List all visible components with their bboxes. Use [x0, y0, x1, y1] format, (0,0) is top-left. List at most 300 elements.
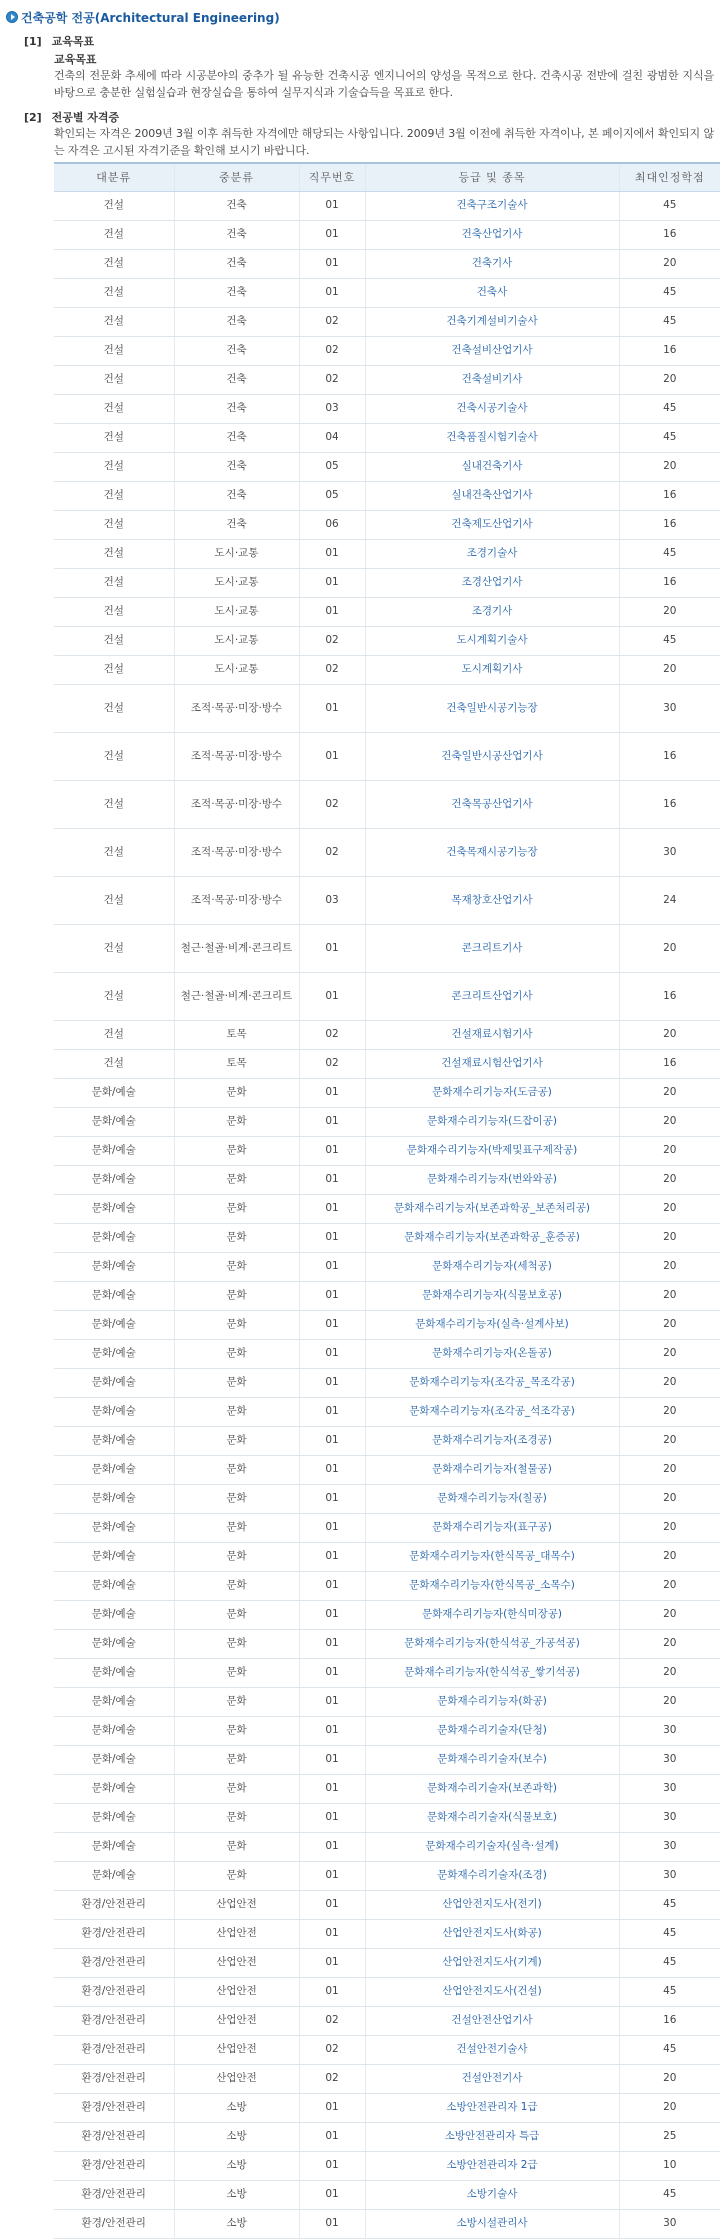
cell-max-credits: 45	[619, 191, 720, 220]
cell-major-category: 건설	[54, 1020, 174, 1049]
cell-max-credits: 20	[619, 1484, 720, 1513]
cell-certificate-name[interactable]: 건축설비기사	[365, 365, 619, 394]
cell-max-credits: 30	[619, 1803, 720, 1832]
cell-minor-category: 문화	[174, 1397, 299, 1426]
cell-job-number: 02	[299, 336, 365, 365]
cell-job-number: 01	[299, 2209, 365, 2238]
cell-job-number: 01	[299, 1745, 365, 1774]
cell-major-category: 건설	[54, 568, 174, 597]
cell-major-category: 문화/예술	[54, 1774, 174, 1803]
cell-minor-category: 문화	[174, 1426, 299, 1455]
cell-major-category: 문화/예술	[54, 1600, 174, 1629]
cell-certificate-name[interactable]: 문화재수리기능자(조각공_목조각공)	[365, 1368, 619, 1397]
cell-certificate-name[interactable]: 문화재수리기능자(세척공)	[365, 1252, 619, 1281]
cell-major-category: 건설	[54, 972, 174, 1020]
cell-major-category: 문화/예술	[54, 1310, 174, 1339]
cell-certificate-name[interactable]: 문화재수리기능자(표구공)	[365, 1513, 619, 1542]
cell-major-category: 환경/안전관리	[54, 2006, 174, 2035]
cell-certificate-name[interactable]: 문화재수리기술자(보수)	[365, 1745, 619, 1774]
cell-job-number: 02	[299, 780, 365, 828]
cell-job-number: 01	[299, 1513, 365, 1542]
cell-max-credits: 24	[619, 876, 720, 924]
cell-major-category: 건설	[54, 191, 174, 220]
cell-certificate-name[interactable]: 문화재수리기능자(한식목공_소목수)	[365, 1571, 619, 1600]
section-certificates-heading	[24, 111, 714, 125]
table-row	[54, 1310, 720, 1339]
cell-max-credits: 45	[619, 2180, 720, 2209]
table-row	[54, 1484, 720, 1513]
cell-job-number: 01	[299, 1803, 365, 1832]
cell-minor-category: 조적·목공·미장·방수	[174, 780, 299, 828]
cell-max-credits: 45	[619, 539, 720, 568]
cell-major-category: 건설	[54, 626, 174, 655]
cell-major-category: 문화/예술	[54, 1832, 174, 1861]
cell-max-credits: 16	[619, 1049, 720, 1078]
table-row	[54, 1832, 720, 1861]
cell-major-category: 문화/예술	[54, 1513, 174, 1542]
section-title: 교육목표	[51, 35, 95, 48]
cell-certificate-name[interactable]: 건축품질시험기술사	[365, 423, 619, 452]
cell-certificate-name[interactable]: 문화재수리기능자(보존과학공_훈증공)	[365, 1223, 619, 1252]
cell-minor-category: 조적·목공·미장·방수	[174, 828, 299, 876]
section-title: 전공별 자격증	[51, 111, 120, 124]
table-row	[54, 568, 720, 597]
cell-job-number: 01	[299, 2180, 365, 2209]
cell-certificate-name[interactable]: 문화재수리기능자(번와와공)	[365, 1165, 619, 1194]
cell-certificate-name[interactable]: 문화재수리기술자(실측·설계)	[365, 1832, 619, 1861]
table-body	[54, 191, 720, 2238]
cell-max-credits: 20	[619, 1397, 720, 1426]
table-row	[54, 2064, 720, 2093]
table-header-row	[54, 163, 720, 191]
cell-certificate-name[interactable]: 문화재수리기능자(도금공)	[365, 1078, 619, 1107]
cell-max-credits: 20	[619, 1165, 720, 1194]
cell-minor-category: 건축	[174, 220, 299, 249]
cell-certificate-name[interactable]: 건축기사	[365, 249, 619, 278]
cell-job-number: 01	[299, 1832, 365, 1861]
cell-major-category: 문화/예술	[54, 1426, 174, 1455]
section-number: [1]	[24, 35, 42, 48]
cell-major-category: 문화/예술	[54, 1571, 174, 1600]
cell-certificate-name[interactable]: 건설재료시험산업기사	[365, 1049, 619, 1078]
cell-max-credits: 20	[619, 1455, 720, 1484]
cell-max-credits: 45	[619, 2035, 720, 2064]
cell-max-credits: 30	[619, 1832, 720, 1861]
table-row	[54, 2122, 720, 2151]
cell-minor-category: 문화	[174, 1368, 299, 1397]
cell-minor-category: 문화	[174, 1223, 299, 1252]
cell-job-number: 02	[299, 828, 365, 876]
cell-job-number: 01	[299, 1600, 365, 1629]
cell-certificate-name[interactable]: 콘크리트기사	[365, 924, 619, 972]
cell-job-number: 01	[299, 684, 365, 732]
table-row	[54, 510, 720, 539]
cell-max-credits: 10	[619, 2151, 720, 2180]
cell-job-number: 02	[299, 2006, 365, 2035]
table-row	[54, 452, 720, 481]
cell-minor-category: 산업안전	[174, 1948, 299, 1977]
table-row	[54, 1861, 720, 1890]
table-row	[54, 876, 720, 924]
table-row	[54, 394, 720, 423]
cell-certificate-name[interactable]: 문화재수리기능자(드잡이공)	[365, 1107, 619, 1136]
cell-major-category: 건설	[54, 423, 174, 452]
cell-certificate-name[interactable]: 문화재수리기능자(한식석공_쌓기석공)	[365, 1658, 619, 1687]
cell-certificate-name[interactable]: 소방시설관리사	[365, 2209, 619, 2238]
table-row	[54, 1455, 720, 1484]
cell-max-credits: 20	[619, 1571, 720, 1600]
cell-job-number: 01	[299, 2151, 365, 2180]
cell-max-credits: 20	[619, 249, 720, 278]
cell-certificate-name[interactable]: 문화재수리기능자(온돌공)	[365, 1339, 619, 1368]
table-row	[54, 1107, 720, 1136]
table-row	[54, 1194, 720, 1223]
table-row	[54, 1136, 720, 1165]
cell-major-category: 문화/예술	[54, 1484, 174, 1513]
cell-certificate-name[interactable]: 조경산업기사	[365, 568, 619, 597]
cell-major-category: 문화/예술	[54, 1687, 174, 1716]
cell-minor-category: 산업안전	[174, 2064, 299, 2093]
cell-minor-category: 도시·교통	[174, 597, 299, 626]
cell-job-number: 01	[299, 1165, 365, 1194]
cell-certificate-name[interactable]: 건설재료시험기사	[365, 1020, 619, 1049]
cell-max-credits: 20	[619, 2093, 720, 2122]
cell-max-credits: 20	[619, 2064, 720, 2093]
cell-certificate-name[interactable]: 건축시공기술사	[365, 394, 619, 423]
cell-job-number: 01	[299, 1252, 365, 1281]
cell-minor-category: 건축	[174, 452, 299, 481]
cell-job-number: 01	[299, 1310, 365, 1339]
cell-certificate-name[interactable]: 건축일반시공산업기사	[365, 732, 619, 780]
table-row	[54, 1078, 720, 1107]
table-row	[54, 1165, 720, 1194]
section-number: [2]	[24, 111, 42, 124]
cell-certificate-name[interactable]: 소방안전관리자 1급	[365, 2093, 619, 2122]
table-row	[54, 1339, 720, 1368]
cell-max-credits: 20	[619, 1020, 720, 1049]
cell-max-credits: 20	[619, 452, 720, 481]
cell-minor-category: 문화	[174, 1745, 299, 1774]
cell-minor-category: 문화	[174, 1832, 299, 1861]
cell-major-category: 환경/안전관리	[54, 2064, 174, 2093]
cell-major-category: 건설	[54, 452, 174, 481]
cell-job-number: 01	[299, 568, 365, 597]
cell-job-number: 01	[299, 1078, 365, 1107]
table-row	[54, 1571, 720, 1600]
cell-certificate-name[interactable]: 건축기계설비기술사	[365, 307, 619, 336]
header-major-category: 대분류	[54, 163, 174, 191]
cell-certificate-name[interactable]: 산업안전지도사(건설)	[365, 1977, 619, 2006]
cell-max-credits: 20	[619, 924, 720, 972]
cell-max-credits: 45	[619, 307, 720, 336]
cell-minor-category: 조적·목공·미장·방수	[174, 684, 299, 732]
cell-max-credits: 20	[619, 1310, 720, 1339]
cell-certificate-name[interactable]: 산업안전지도사(화공)	[365, 1919, 619, 1948]
cell-certificate-name[interactable]: 목재창호산업기사	[365, 876, 619, 924]
table-row	[54, 1919, 720, 1948]
cell-certificate-name[interactable]: 건축목공산업기사	[365, 780, 619, 828]
cell-certificate-name[interactable]: 문화재수리기능자(칠공)	[365, 1484, 619, 1513]
cell-certificate-name[interactable]: 건축산업기사	[365, 220, 619, 249]
cell-major-category: 건설	[54, 684, 174, 732]
table-row	[54, 828, 720, 876]
cell-major-category: 문화/예술	[54, 1194, 174, 1223]
cell-major-category: 건설	[54, 278, 174, 307]
cell-certificate-name[interactable]: 건설안전기사	[365, 2064, 619, 2093]
page-title	[6, 8, 714, 26]
cell-certificate-name[interactable]: 문화재수리기능자(보존과학공_보존처리공)	[365, 1194, 619, 1223]
cell-job-number: 02	[299, 365, 365, 394]
table-row	[54, 1513, 720, 1542]
cell-max-credits: 45	[619, 423, 720, 452]
cell-certificate-name[interactable]: 도시계획기사	[365, 655, 619, 684]
table-row	[54, 1600, 720, 1629]
cell-major-category: 건설	[54, 481, 174, 510]
cell-max-credits: 20	[619, 1426, 720, 1455]
cell-minor-category: 산업안전	[174, 1890, 299, 1919]
cell-job-number: 01	[299, 1107, 365, 1136]
cell-job-number: 01	[299, 1629, 365, 1658]
table-row	[54, 365, 720, 394]
cell-minor-category: 건축	[174, 510, 299, 539]
table-row	[54, 1774, 720, 1803]
cell-major-category: 문화/예술	[54, 1629, 174, 1658]
cell-certificate-name[interactable]: 문화재수리기능자(한식석공_가공석공)	[365, 1629, 619, 1658]
cell-job-number: 05	[299, 452, 365, 481]
cell-certificate-name[interactable]: 건축제도산업기사	[365, 510, 619, 539]
cell-max-credits: 20	[619, 1078, 720, 1107]
cell-certificate-name[interactable]: 건축구조기술사	[365, 191, 619, 220]
cell-major-category: 문화/예술	[54, 1368, 174, 1397]
cell-certificate-name[interactable]: 문화재수리기술자(조경)	[365, 1861, 619, 1890]
cell-max-credits: 30	[619, 1716, 720, 1745]
table-row	[54, 1658, 720, 1687]
cell-job-number: 01	[299, 1716, 365, 1745]
cell-certificate-name[interactable]: 소방기술사	[365, 2180, 619, 2209]
cell-minor-category: 토목	[174, 1020, 299, 1049]
cell-max-credits: 20	[619, 597, 720, 626]
cell-certificate-name[interactable]: 문화재수리기술자(단청)	[365, 1716, 619, 1745]
cell-job-number: 01	[299, 1223, 365, 1252]
cell-major-category: 건설	[54, 394, 174, 423]
cell-major-category: 건설	[54, 876, 174, 924]
header-job-number: 직무번호	[299, 163, 365, 191]
cell-max-credits: 20	[619, 1136, 720, 1165]
cell-job-number: 01	[299, 1774, 365, 1803]
cell-max-credits: 20	[619, 1629, 720, 1658]
cell-job-number: 01	[299, 1687, 365, 1716]
cell-certificate-name[interactable]: 문화재수리기능자(실측·설계사보)	[365, 1310, 619, 1339]
cell-max-credits: 20	[619, 1281, 720, 1310]
cell-certificate-name[interactable]: 산업안전지도사(기계)	[365, 1948, 619, 1977]
cell-major-category: 문화/예술	[54, 1165, 174, 1194]
cell-major-category: 문화/예술	[54, 1716, 174, 1745]
cell-major-category: 환경/안전관리	[54, 2209, 174, 2238]
cell-certificate-name[interactable]: 건축사	[365, 278, 619, 307]
table-row	[54, 1977, 720, 2006]
cell-certificate-name[interactable]: 도시계획기술사	[365, 626, 619, 655]
cell-job-number: 01	[299, 732, 365, 780]
page-title-text: 건축공학 전공(Architectural Engineering)	[21, 10, 280, 25]
cell-minor-category: 건축	[174, 249, 299, 278]
table-row	[54, 1397, 720, 1426]
cell-minor-category: 문화	[174, 1687, 299, 1716]
cell-minor-category: 문화	[174, 1658, 299, 1687]
table-row	[54, 1426, 720, 1455]
cell-certificate-name[interactable]: 문화재수리기능자(식물보호공)	[365, 1281, 619, 1310]
cell-job-number: 02	[299, 2035, 365, 2064]
cell-certificate-name[interactable]: 건설안전산업기사	[365, 2006, 619, 2035]
table-row	[54, 655, 720, 684]
cell-job-number: 01	[299, 1658, 365, 1687]
cell-certificate-name[interactable]: 문화재수리기능자(한식미장공)	[365, 1600, 619, 1629]
cell-job-number: 03	[299, 876, 365, 924]
cell-major-category: 문화/예술	[54, 1658, 174, 1687]
cell-job-number: 01	[299, 1194, 365, 1223]
table-row	[54, 1629, 720, 1658]
cell-minor-category: 문화	[174, 1600, 299, 1629]
cell-max-credits: 25	[619, 2122, 720, 2151]
cell-minor-category: 문화	[174, 1629, 299, 1658]
cell-major-category: 건설	[54, 249, 174, 278]
cell-certificate-name[interactable]: 콘크리트산업기사	[365, 972, 619, 1020]
cell-max-credits: 45	[619, 1948, 720, 1977]
section-objective-subtitle: 교육목표	[54, 53, 97, 66]
cell-minor-category: 문화	[174, 1542, 299, 1571]
cell-major-category: 문화/예술	[54, 1136, 174, 1165]
cell-minor-category: 조적·목공·미장·방수	[174, 732, 299, 780]
cell-job-number: 01	[299, 1890, 365, 1919]
cell-certificate-name[interactable]: 문화재수리기술자(식물보호)	[365, 1803, 619, 1832]
cell-certificate-name[interactable]: 문화재수리기능자(한식목공_대목수)	[365, 1542, 619, 1571]
cell-job-number: 01	[299, 278, 365, 307]
cell-major-category: 건설	[54, 365, 174, 394]
cell-certificate-name[interactable]: 문화재수리기능자(철물공)	[365, 1455, 619, 1484]
cell-job-number: 01	[299, 1397, 365, 1426]
table-row	[54, 1716, 720, 1745]
cell-certificate-name[interactable]: 조경기사	[365, 597, 619, 626]
cell-minor-category: 건축	[174, 278, 299, 307]
cell-major-category: 환경/안전관리	[54, 2035, 174, 2064]
table-row	[54, 2209, 720, 2238]
cell-minor-category: 소방	[174, 2122, 299, 2151]
cell-job-number: 01	[299, 2122, 365, 2151]
cell-minor-category: 산업안전	[174, 2006, 299, 2035]
table-row	[54, 307, 720, 336]
cell-minor-category: 건축	[174, 307, 299, 336]
cell-certificate-name[interactable]: 건축일반시공기능장	[365, 684, 619, 732]
cell-major-category: 문화/예술	[54, 1107, 174, 1136]
cell-max-credits: 45	[619, 626, 720, 655]
cell-max-credits: 16	[619, 568, 720, 597]
cell-max-credits: 16	[619, 220, 720, 249]
cell-major-category: 문화/예술	[54, 1455, 174, 1484]
table-row	[54, 1745, 720, 1774]
section-objective-heading	[24, 35, 714, 49]
cell-minor-category: 문화	[174, 1136, 299, 1165]
cell-minor-category: 건축	[174, 394, 299, 423]
cell-job-number: 01	[299, 1136, 365, 1165]
cell-minor-category: 철근·철골·비계·콘크리트	[174, 972, 299, 1020]
cell-minor-category: 조적·목공·미장·방수	[174, 876, 299, 924]
cell-max-credits: 16	[619, 481, 720, 510]
cell-minor-category: 건축	[174, 481, 299, 510]
table-row	[54, 336, 720, 365]
cell-max-credits: 20	[619, 1223, 720, 1252]
cell-max-credits: 45	[619, 1919, 720, 1948]
cell-certificate-name[interactable]: 건설안전기술사	[365, 2035, 619, 2064]
cell-minor-category: 건축	[174, 365, 299, 394]
cell-major-category: 건설	[54, 924, 174, 972]
cell-minor-category: 문화	[174, 1803, 299, 1832]
cell-job-number: 01	[299, 1339, 365, 1368]
cell-major-category: 환경/안전관리	[54, 2093, 174, 2122]
cell-certificate-name[interactable]: 조경기술사	[365, 539, 619, 568]
table-row	[54, 780, 720, 828]
cell-job-number: 01	[299, 1977, 365, 2006]
cell-max-credits: 16	[619, 732, 720, 780]
cell-certificate-name[interactable]: 문화재수리기능자(박제및표구제작공)	[365, 1136, 619, 1165]
cell-minor-category: 건축	[174, 336, 299, 365]
cell-max-credits: 20	[619, 1368, 720, 1397]
cell-major-category: 환경/안전관리	[54, 1977, 174, 2006]
table-row	[54, 626, 720, 655]
cell-max-credits: 20	[619, 1107, 720, 1136]
cell-minor-category: 건축	[174, 191, 299, 220]
cell-max-credits: 30	[619, 1774, 720, 1803]
cell-major-category: 건설	[54, 336, 174, 365]
cell-major-category: 건설	[54, 655, 174, 684]
cell-minor-category: 도시·교통	[174, 539, 299, 568]
cell-certificate-name[interactable]: 문화재수리기능자(조각공_석조각공)	[365, 1397, 619, 1426]
table-row	[54, 732, 720, 780]
cell-certificate-name[interactable]: 소방안전관리자 특급	[365, 2122, 619, 2151]
table-row	[54, 2035, 720, 2064]
cell-certificate-name[interactable]: 문화재수리기술자(보존과학)	[365, 1774, 619, 1803]
cell-minor-category: 철근·철골·비계·콘크리트	[174, 924, 299, 972]
cell-minor-category: 문화	[174, 1281, 299, 1310]
cell-certificate-name[interactable]: 소방안전관리자 2급	[365, 2151, 619, 2180]
section-objective-text: 건축의 전문화 추세에 따라 시공분야의 중추가 될 유능한 건축시공 엔지니어의 양성을 목적으로 한다. 건축시공 전반에 걸친 광범한 지식을 바탕으로 충분한 실험실습과 현장실습을 통하여 실무지식과 기술습득을 목표로 한다.	[54, 69, 714, 99]
cell-job-number: 01	[299, 972, 365, 1020]
cell-certificate-name[interactable]: 실내건축산업기사	[365, 481, 619, 510]
cell-minor-category: 문화	[174, 1513, 299, 1542]
cell-job-number: 01	[299, 2093, 365, 2122]
certificates-table	[54, 162, 720, 2239]
cell-certificate-name[interactable]: 문화재수리기능자(조경공)	[365, 1426, 619, 1455]
cell-certificate-name[interactable]: 건축설비산업기사	[365, 336, 619, 365]
cell-major-category: 문화/예술	[54, 1397, 174, 1426]
cell-minor-category: 소방	[174, 2180, 299, 2209]
cell-job-number: 01	[299, 1484, 365, 1513]
cell-certificate-name[interactable]: 문화재수리기능자(화공)	[365, 1687, 619, 1716]
cell-certificate-name[interactable]: 건축목재시공기능장	[365, 828, 619, 876]
cell-job-number: 01	[299, 1426, 365, 1455]
cell-minor-category: 문화	[174, 1339, 299, 1368]
cell-certificate-name[interactable]: 실내건축기사	[365, 452, 619, 481]
cell-max-credits: 20	[619, 1194, 720, 1223]
table-row	[54, 1252, 720, 1281]
table-row	[54, 249, 720, 278]
cell-max-credits: 30	[619, 1861, 720, 1890]
table-row	[54, 191, 720, 220]
cell-max-credits: 45	[619, 1977, 720, 2006]
cell-certificate-name[interactable]: 산업안전지도사(전기)	[365, 1890, 619, 1919]
cell-job-number: 06	[299, 510, 365, 539]
cell-max-credits: 30	[619, 1745, 720, 1774]
cell-major-category: 문화/예술	[54, 1252, 174, 1281]
table-row	[54, 1803, 720, 1832]
